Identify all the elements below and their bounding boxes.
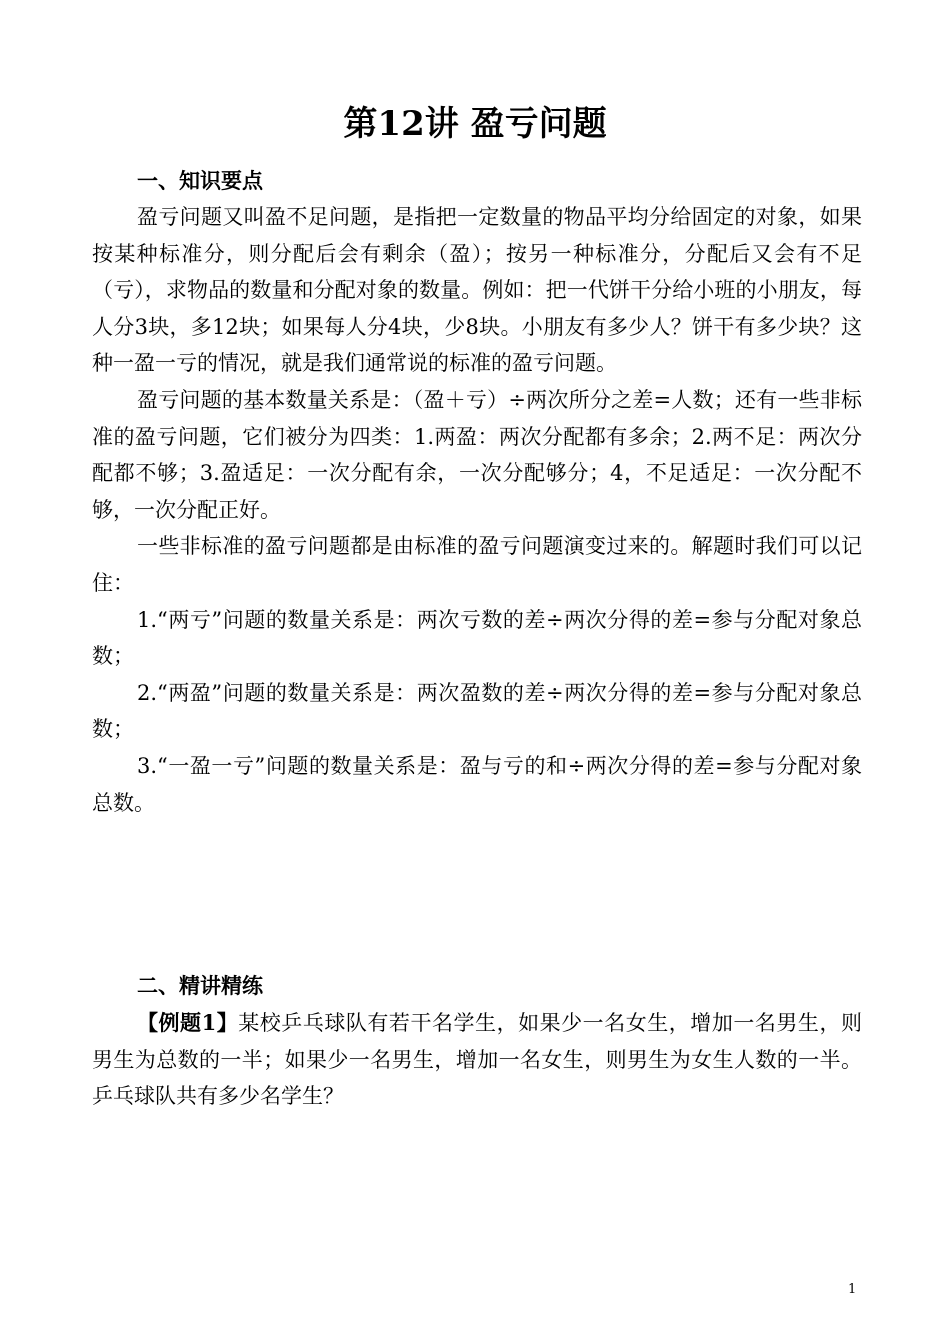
- paragraph-two-deficit-rule: 1.“两亏”问题的数量关系是：两次亏数的差÷两次分得的差=参与分配对象总数；: [92, 607, 862, 669]
- example-1-label: 【例题1】: [137, 1010, 239, 1035]
- section-heading-knowledge-points: 一、知识要点: [137, 168, 263, 193]
- section-heading-practice: 二、精讲精练: [137, 973, 263, 998]
- paragraph-basic-relation: 盈亏问题的基本数量关系是：（盈＋亏）÷两次所分之差=人数；还有一些非标准的盈亏问题，它们被分为四类：1.两盈：两次分配都有多余；2.两不足：两次分配都不够；3.盈适足：一次分配有余，一次分配够分；4，不足适足：一次分配不够，一次分配正好。: [92, 387, 862, 522]
- example-1-text: 某校乒乓球队有若干名学生，如果少一名女生，增加一名男生，则男生为总数的一半；如果少一名男生，增加一名女生，则男生为女生人数的一半。乒乓球队共有多少名学生？: [92, 1011, 862, 1109]
- example-1: [92, 1005, 862, 1115]
- page-title: 第12讲 盈亏问题: [343, 104, 607, 144]
- paragraph-two-surplus-rule: 2.“两盈”问题的数量关系是：两次盈数的差÷两次分得的差=参与分配对象总数；: [92, 680, 862, 742]
- paragraph-surplus-deficit-rule: 3.“一盈一亏”问题的数量关系是：盈与亏的和÷两次分得的差=参与分配对象总数。: [92, 753, 862, 815]
- paragraph-nonstandard-intro: 一些非标准的盈亏问题都是由标准的盈亏问题演变过来的。解题时我们可以记住：: [92, 534, 862, 595]
- example-1-paragraph: [92, 1005, 862, 1115]
- paragraph-definition: 盈亏问题又叫盈不足问题，是指把一定数量的物品平均分给固定的对象，如果按某种标准分，则分配后会有剩余（盈）；按另一种标准分，分配后又会有不足（亏），求物品的数量和分配对象的数量。例如：把一代饼干分给小班的小朋友，每人分3块，多12块；如果每人分4块，少8块。小朋友有多少人？饼干有多少块？这种一盈一亏的情况，就是我们通常说的标准的盈亏问题。: [92, 205, 862, 376]
- knowledge-points-body: [92, 199, 862, 821]
- page-number: 1: [848, 1282, 857, 1297]
